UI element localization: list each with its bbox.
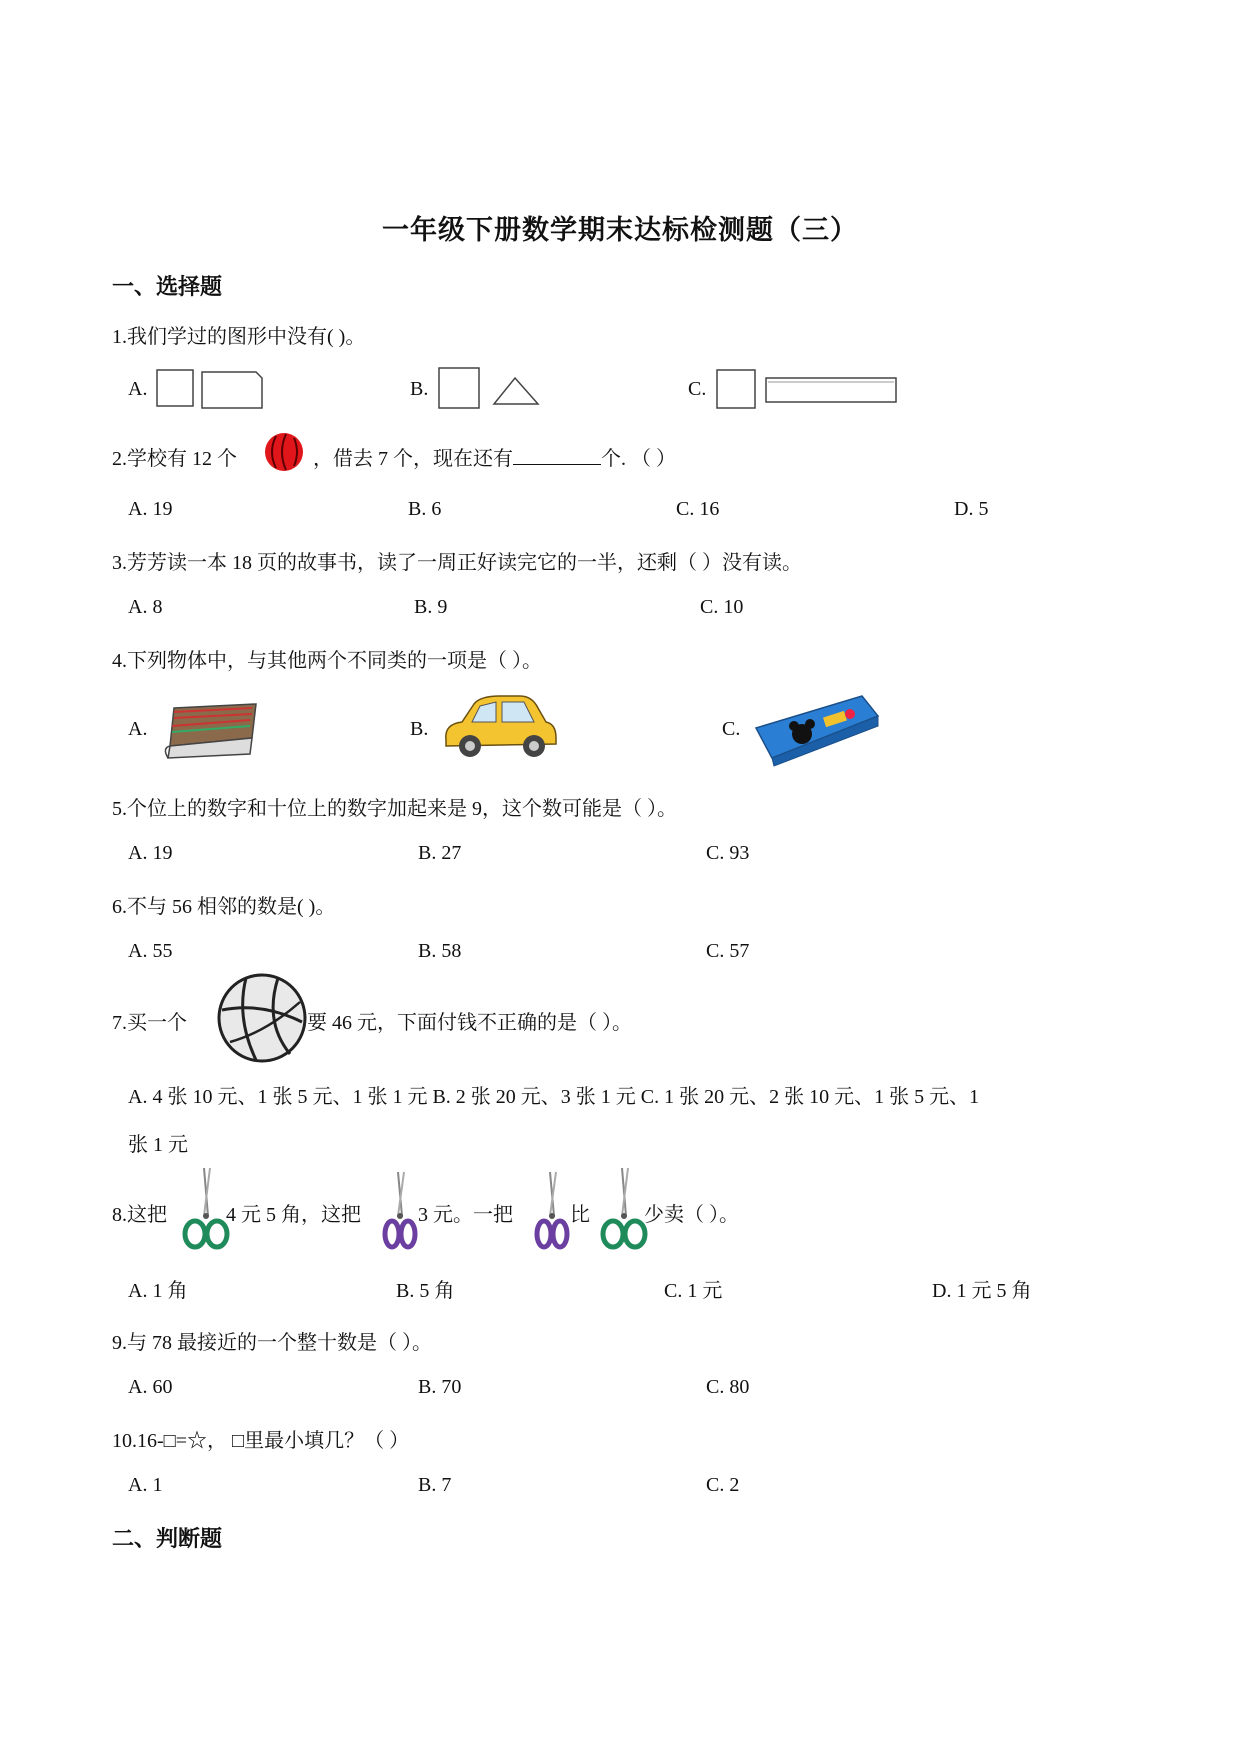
- rectangle-icon: [202, 372, 262, 408]
- answer-blank: [513, 446, 601, 465]
- q8-option-c: C. 1 元: [664, 1280, 723, 1302]
- q2-text-post: 个. （ ）: [601, 448, 676, 470]
- q8-text-4: 比: [570, 1204, 590, 1226]
- q1-option-b-shapes: [438, 366, 548, 412]
- q3-option-b: B. 9: [414, 596, 448, 618]
- question-4: 4.下列物体中，与其他两个不同类的一项是（ ）。: [112, 650, 542, 672]
- q2-text-pre: 2.学校有 12 个: [112, 448, 237, 470]
- square-icon: [439, 368, 479, 408]
- q6-option-b: B. 58: [418, 940, 462, 962]
- square-icon: [717, 370, 755, 408]
- q2-option-c: C. 16: [676, 498, 720, 520]
- scissors-green-icon: [600, 1166, 648, 1252]
- q10-option-c: C. 2: [706, 1474, 740, 1496]
- q3-option-a: A. 8: [128, 596, 163, 618]
- q6-option-c: C. 57: [706, 940, 750, 962]
- q10-option-a: A. 1: [128, 1474, 163, 1496]
- scissors-green-icon: [182, 1166, 230, 1252]
- basketball-icon: [216, 972, 308, 1064]
- q9-option-a: A. 60: [128, 1376, 173, 1398]
- car-icon: [440, 690, 560, 762]
- q8-option-d: D. 1 元 5 角: [932, 1280, 1032, 1302]
- q9-option-c: C. 80: [706, 1376, 750, 1398]
- page-title: 一年级下册数学期末达标检测题（三）: [382, 215, 858, 246]
- q8-text-5: 少卖（ ）。: [644, 1204, 739, 1226]
- question-6: 6.不与 56 相邻的数是( )。: [112, 896, 336, 918]
- question-3: 3.芳芳读一本 18 页的故事书，读了一周正好读完它的一半，还剩（ ）没有读。: [112, 552, 802, 574]
- question-1: 1.我们学过的图形中没有( )。: [112, 326, 366, 348]
- question-5: 5.个位上的数字和十位上的数字加起来是 9，这个数可能是（ ）。: [112, 798, 677, 820]
- q1-option-c-shapes: [716, 368, 906, 412]
- q6-option-a: A. 55: [128, 940, 173, 962]
- q7-text-pre: 7.买一个: [112, 1012, 187, 1034]
- q9-option-b: B. 70: [418, 1376, 462, 1398]
- q5-option-a: A. 19: [128, 842, 173, 864]
- question-2: [112, 442, 676, 471]
- q7-options-line-2: 张 1 元: [128, 1134, 188, 1156]
- q4-option-b-label: B.: [410, 718, 429, 740]
- q2-option-b: B. 6: [408, 498, 442, 520]
- q4-option-c-label: C.: [722, 718, 741, 740]
- q1-option-a-label: A.: [128, 378, 148, 400]
- question-7: [112, 1006, 632, 1035]
- q8-text-3: 3 元。一把: [418, 1204, 513, 1226]
- q2-option-d: D. 5: [954, 498, 989, 520]
- q5-option-c: C. 93: [706, 842, 750, 864]
- q8-option-a: A. 1 角: [128, 1280, 188, 1302]
- section-heading-choice: 一、选择题: [112, 275, 223, 300]
- book-icon: [160, 698, 260, 760]
- section-heading-judgement: 二、判断题: [112, 1527, 223, 1552]
- q1-option-c-label: C.: [688, 378, 707, 400]
- question-10: 10.16-□=☆， □里最小填几？（ ）: [112, 1430, 410, 1452]
- q7-options-line-1: A. 4 张 10 元、1 张 5 元、1 张 1 元 B. 2 张 20 元、3 张 1 元 C. 1 张 20 元、2 张 10 元、1 张 5 元、1: [128, 1086, 980, 1108]
- question-9: 9.与 78 最接近的一个整十数是（ ）。: [112, 1332, 432, 1354]
- q1-option-a-shapes: [156, 368, 266, 412]
- red-ball-icon: [264, 432, 304, 472]
- q8-text-2: 4 元 5 角，这把: [226, 1204, 361, 1226]
- q8-text-1: 8.这把: [112, 1204, 167, 1226]
- scissors-purple-icon: [382, 1170, 418, 1252]
- q7-text-post: 要 46 元，下面付钱不正确的是（ ）。: [307, 1012, 632, 1034]
- pencil-case-icon: [752, 692, 884, 768]
- q3-option-c: C. 10: [700, 596, 744, 618]
- q2-option-a: A. 19: [128, 498, 173, 520]
- q10-option-b: B. 7: [418, 1474, 452, 1496]
- q2-text-mid: ，借去 7 个，现在还有: [313, 448, 513, 470]
- q1-option-b-label: B.: [410, 378, 429, 400]
- q8-option-b: B. 5 角: [396, 1280, 455, 1302]
- square-icon: [157, 370, 193, 406]
- q5-option-b: B. 27: [418, 842, 462, 864]
- triangle-icon: [494, 378, 538, 404]
- scissors-purple-icon: [534, 1170, 570, 1252]
- q4-option-a-label: A.: [128, 718, 148, 740]
